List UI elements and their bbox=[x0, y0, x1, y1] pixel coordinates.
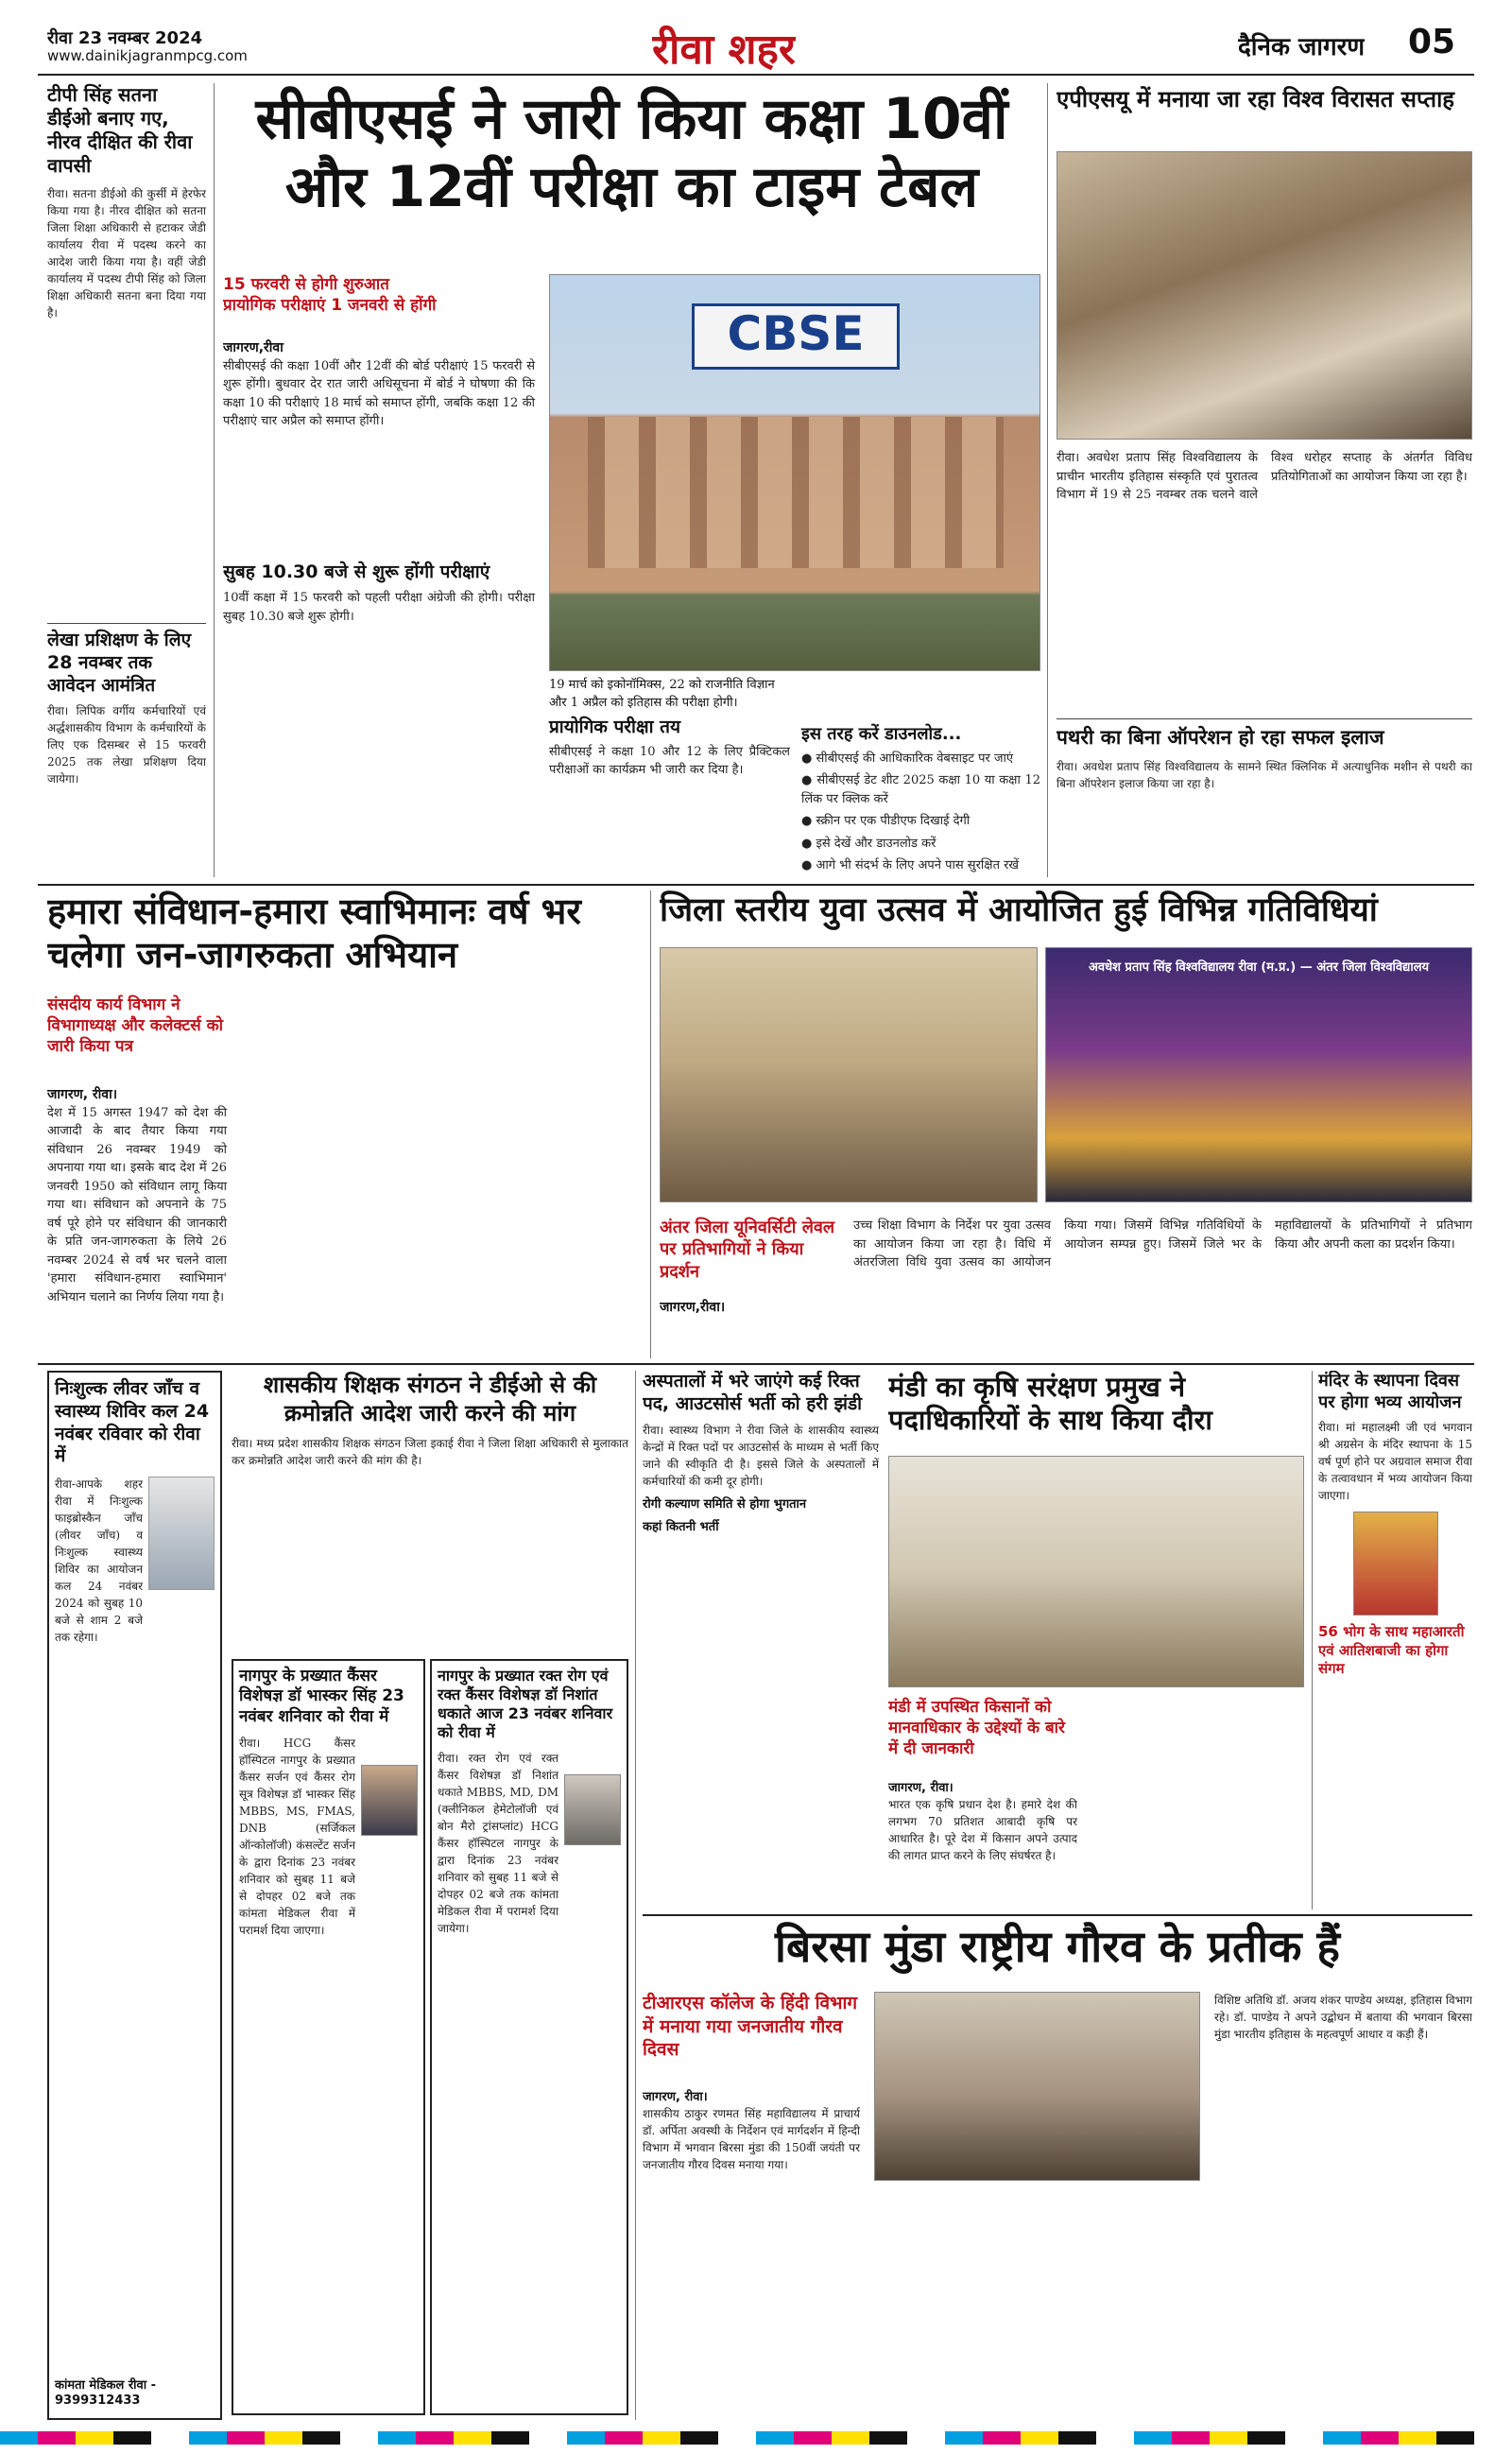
birsa-event-photo bbox=[874, 1992, 1200, 2181]
ad-body: रीवा। रक्त रोग एवं रक्त कैंसर विशेषज्ञ डॉ निशांत धकाते MBBS, MD, DM (क्लीनिकल हेमेटोलॉजी एवं बोन मैरो ट्रांसप्लांट) HCG कैंसर हॉस्पिटल नागपुर के द्वारा दिनांक 23 नवंबर शनिवार को सुबह 11 बजे से दोपहर 02 बजे तक कांमता मेडिकल रीवा में परामर्श दिया जायेगा। bbox=[438, 1752, 558, 1935]
headline: निःशुल्क लीवर जाँच व स्वास्थ्य शिविर कल 24 नवंबर रविवार को रीवा में bbox=[55, 1378, 210, 1467]
building-windows bbox=[588, 417, 1004, 568]
photo-caption: 19 मार्च को इकोनॉमिक्स, 22 को राजनीति विज्ञान और 1 अप्रैल को इतिहास की परीक्षा होगी। bbox=[549, 678, 775, 710]
article-hospital-recruitment bbox=[643, 1371, 879, 1910]
sub-body-practical: सीबीएसई ने कक्षा 10 और 12 के लिए प्रैक्टिकल परीक्षाओं का कार्यक्रम भी जारी कर दिया है। bbox=[549, 744, 790, 778]
kicker: 56 भोग के साथ महाआरती एवं आतिशबाजी का होगा संगम bbox=[1318, 1623, 1465, 1677]
article-cbse bbox=[223, 85, 1040, 879]
kicker-2: प्रायोगिक परीक्षाएं 1 जनवरी से होंगी bbox=[223, 296, 437, 315]
dateline: जागरण, रीवा। bbox=[643, 2090, 708, 2104]
section-title: रीवा शहर bbox=[652, 26, 796, 74]
article-body: उच्च शिक्षा विभाग के निर्देश पर युवा उत्सव का आयोजन किया जा रहा है। विधि में अंतरजिला विधि युवा उत्सव का आयोजन किया गया। जिसमें विभिन्न गतिविधियों के आयोजन सम्पन्न हुए। जिसमें जिले भर के महाविद्यालयों के प्रतिभागियों ने प्रतिभाग किया और अपनी कला का प्रदर्शन किया। bbox=[853, 1218, 1472, 1270]
header-rule bbox=[38, 74, 1474, 76]
headline: शासकीय शिक्षक संगठन ने डीईओ से की क्रमोन्नति आदेश जारी करने की मांग bbox=[263, 1372, 597, 1426]
article-apsu-heritage bbox=[1057, 85, 1472, 879]
article-temple-anniversary bbox=[1318, 1371, 1472, 1910]
temple-photo bbox=[1353, 1512, 1438, 1616]
article-youth-festival bbox=[660, 890, 1472, 1358]
sub-headline: पथरी का बिना ऑपरेशन हो रहा सफल इलाज bbox=[1057, 718, 1472, 750]
headline: अस्पतालों में भरे जाएंगे कई रिक्त पद, आउटसोर्स भर्ती को हरी झंडी bbox=[643, 1371, 863, 1414]
header-date: रीवा 23 नवम्बर 2024 bbox=[47, 28, 203, 48]
column-left bbox=[47, 1084, 227, 1306]
kicker-1: 15 फरवरी से होगी शुरुआत bbox=[223, 275, 389, 294]
headline: जिला स्तरीय युवा उत्सव में आयोजित हुई विभिन्न गतिविधियां bbox=[660, 891, 1378, 929]
cbse-sign: CBSE bbox=[692, 303, 900, 370]
ad-contact[interactable]: कांमता मेडिकल रीवा - 9399312433 bbox=[55, 2377, 157, 2408]
kicker: टीआरएस कॉलेज के हिंदी विभाग में मनाया गया जनजातीय गौरव दिवस bbox=[643, 1993, 858, 2061]
youth-meeting-photo bbox=[660, 947, 1038, 1202]
header-url[interactable]: www.dainikjagranmpcg.com bbox=[47, 47, 248, 64]
ad-body: रीवा। HCG कैंसर हॉस्पिटल नागपुर के प्रख्यात कैंसर सर्जन एवं कैंसर रोग सूत्र विशेषज्ञ डॉ भास्कर सिंह MBBS, MS, FMAS, DNB (सर्जिकल ऑन्कोलॉजी) कंसल्टेंट सर्जन के द्वारा दिनांक 23 नवंबर शनिवार को सुबह 11 बजे से दोपहर 02 बजे तक कांमता मेडिकल रीवा में परामर्श दिया जाएगा। bbox=[239, 1736, 355, 1937]
sub-heading-download: इस तरह करें डाउनलोड... bbox=[801, 724, 962, 744]
page-number: 05 bbox=[1408, 23, 1456, 61]
article-continuation bbox=[241, 994, 638, 1354]
photo-banner: अवधेश प्रताप सिंह विश्वविद्यालय रीवा (म.प्र.) — अंतर जिला विश्वविद्यालय bbox=[1088, 960, 1430, 975]
kicker: संसदीय कार्य विभाग ने विभागाध्यक्ष और कलेक्टर्स को जारी किया पत्र bbox=[47, 995, 224, 1057]
ad-liver-camp bbox=[47, 1371, 222, 2420]
bullet: ● इसे देखें और डाउनलोड करें bbox=[801, 836, 936, 851]
article-body: रीवा। स्वास्थ्य विभाग ने रीवा जिले के शासकीय स्वास्थ्य केन्द्रों में रिक्त पदों पर आउटसोर्स के माध्यम से भर्ती किए जाने की स्वीकृति दी है। इससे जिले के अस्पतालों में कर्मचारियों की कमी दूर होगी। bbox=[643, 1423, 879, 1488]
column-left bbox=[660, 1297, 839, 1317]
headline: नागपुर के प्रख्यात रक्त रोग एवं रक्त कैंसर विशेषज्ञ डॉ निशांत धकाते आज 23 नवंबर शनिवार को रीवा में bbox=[438, 1667, 613, 1741]
article-body-right: विशिष्ट अतिथि डॉ. अजय शंकर पाण्डेय अध्यक्ष, इतिहास विभाग रहे। डॉ. पाण्डेय ने अपने उद्बोधन में बताया की भगवान बिरसा मुंडा भारतीय इतिहास के महत्वपूर्ण आधार व कड़ी हैं। bbox=[1214, 1994, 1472, 2041]
download-section bbox=[801, 677, 1040, 875]
sub-headline: लेखा प्रशिक्षण के लिए 28 नवम्बर तक आवेदन आमंत्रित bbox=[47, 623, 206, 697]
sub-article-body: रीवा। अवधेश प्रताप सिंह विश्वविद्यालय के सामने स्थित क्लिनिक में अत्याधुनिक मशीन से पथरी का बिना ऑपरेशन इलाज किया जा रहा है। bbox=[1057, 760, 1472, 790]
youth-dance-photo bbox=[1045, 947, 1472, 1202]
doctor-photo bbox=[564, 1774, 621, 1845]
headline: हमारा संविधान-हमारा स्वाभिमानः वर्ष भर चलेगा जन-जागरुकता अभियान bbox=[47, 890, 581, 976]
column-left bbox=[643, 2086, 860, 2173]
bullet: ● स्क्रीन पर एक पीडीएफ दिखाई देगी bbox=[801, 814, 971, 828]
article-body: देश में 15 अगस्त 1947 को देश की आजादी के बाद तैयार किया गया संविधान 26 नवम्बर 1949 को अपनाया गया था। इसके बाद देश में 26 जनवरी 1950 को संविधान लागू किया गया था। संविधान को अपनाने के 75 वर्ष पूरे होने पर संविधान की जानकारी के प्रति जन-जागरुकता के लिये 26 नवम्बर 2024 से वर्ष भर चलने वाला 'हमारा संविधान-हमारा स्वाभिमान' अभियान चलाने का निर्णय लिया गया है। bbox=[47, 1105, 227, 1305]
headline: मंदिर के स्थापना दिवस पर होगा भव्य आयोजन bbox=[1318, 1371, 1462, 1412]
kicker: मंडी में उपस्थित किसानों को मानवाधिकार के उद्देश्यों के बारे में दी जानकारी bbox=[888, 1698, 1066, 1759]
article-birsa-munda bbox=[643, 1921, 1472, 2422]
newspaper-name: दैनिक जागरण bbox=[1238, 33, 1366, 61]
mandi-group-photo bbox=[888, 1456, 1304, 1687]
headline: एपीएसयू में मनाया जा रहा विश्व विरासत सप्ताह bbox=[1057, 86, 1455, 112]
article-body: रीवा। सतना डीईओ की कुर्सी में हेरफेर किया गया है। नीरव दीक्षित को सतना जिला शिक्षा अधिकारी से हटाकर जेडी कार्यालय रीवा में पदस्थ करने का आदेश जारी किया गया है। वहीं जेडी कार्यालय में पदस्थ टीपी सिंह को जिला शिक्षा अधिकारी सतना बना दिया गया है। bbox=[47, 187, 206, 320]
sub-body-timing: 10वीं कक्षा में 15 फरवरी को पहली परीक्षा अंग्रेजी की होगी। परीक्षा सुबह 10.30 बजे शुरू होगी। bbox=[223, 591, 535, 624]
article-body: रीवा। मध्य प्रदेश शासकीय शिक्षक संगठन जिला इकाई रीवा ने जिला शिक्षा अधिकारी से मुलाकात कर क्रमोन्नति आदेश जारी करने की मांग की है। bbox=[232, 1437, 628, 1467]
kicker: अंतर जिला यूनिवर्सिटी लेवल पर प्रतिभागियों ने किया प्रदर्शन bbox=[660, 1218, 835, 1282]
sub-heading-timing: सुबह 10.30 बजे से शुरू होंगी परीक्षाएं bbox=[223, 561, 490, 582]
article-constitution bbox=[47, 890, 643, 1358]
article-body: भारत एक कृषि प्रधान देश है। हमारे देश की लगभग 70 प्रतिशत आबादी कृषि पर आधारित है। पूरे देश में किसान अपने उत्पाद की लागत प्राप्त करने के लिए संघर्षरत है। bbox=[888, 1798, 1077, 1863]
sub-heading-2: कहां कितनी भर्ती bbox=[643, 1519, 719, 1534]
bullet: ● आगे भी संदर्भ के लिए अपने पास सुरक्षित रखें bbox=[801, 858, 1020, 873]
headline: टीपी सिंह सतना डीईओ बनाए गए, नीरव दीक्षित की रीवा वापसी bbox=[47, 83, 193, 177]
dateline: जागरण, रीवा। bbox=[888, 1781, 954, 1795]
sub-heading: रोगी कल्याण समिति से होगा भुगतान bbox=[643, 1496, 807, 1512]
sub-article-body: रीवा। लिपिक वर्गीय कर्मचारियों एवं अर्द्धशासकीय विभाग के कर्मचारियों के लिए एक दिसम्बर से 15 फरवरी 2025 तक लेखा प्रशिक्षण दिया जायेगा। bbox=[47, 704, 206, 786]
dateline: जागरण, रीवा। bbox=[47, 1087, 118, 1102]
article-body: रीवा। मां महालक्ष्मी जी एवं भगवान श्री अग्रसेन के मंदिर स्थापना के 15 वर्ष पूर्ण होने पर अग्रवाल समाज रीवा के तत्वावधान में भव्य आयोजन किया जाएगा। bbox=[1318, 1421, 1472, 1502]
article-deo-transfer bbox=[47, 83, 206, 877]
cbse-building-photo bbox=[549, 274, 1040, 671]
article-mandi-visit bbox=[888, 1371, 1304, 1910]
ad-body: रीवा-आपके शहर रीवा में निःशुल्क फाइब्रोस्कैन जाँच (लीवर जाँच) व निःशुल्क स्वास्थ्य शिविर का आयोजन कल 24 नवंबर 2024 को सुबह 10 बजे से शाम 2 बजे तक रहेगा। bbox=[55, 1478, 143, 1644]
ad-blood-cancer bbox=[430, 1659, 628, 2415]
sub-heading-practical: प्रायोगिक परीक्षा तय bbox=[549, 717, 680, 737]
fibroscan-machine-image bbox=[148, 1477, 215, 1590]
column-left bbox=[888, 1777, 1077, 1864]
article-body: शासकीय ठाकुर रणमत सिंह महाविद्यालय में प्राचार्य डॉ. अर्पिता अवस्थी के निर्देशन एवं मार्गदर्शन में हिन्दी विभाग में भगवान बिरसा मुंडा की 150वीं जयंती पर जनजातीय गौरव दिवस मनाया गया। bbox=[643, 2107, 860, 2172]
dateline: जागरण,रीवा। bbox=[660, 1300, 726, 1315]
headline: सीबीएसई ने जारी किया कक्षा 10वीं और 12वीं परीक्षा का टाइम टेबल bbox=[255, 86, 1008, 220]
article-body: सीबीएसई की कक्षा 10वीं और 12वीं की बोर्ड परीक्षाएं 15 फरवरी से शुरू होंगी। बुधवार देर रात जारी अधिसूचना में बोर्ड ने घोषणा की कि कक्षा 10 की परीक्षाएं 18 मार्च को समाप्त होंगी, जबकि कक्षा 12 की परीक्षाएं चार अप्रैल को समाप्त होंगी। bbox=[223, 358, 535, 428]
bullet: ● सीबीएसई डेट शीट 2025 कक्षा 10 या कक्षा 12 लिंक पर क्लिक करें bbox=[801, 773, 1040, 806]
headline: नागपुर के प्रख्यात कैंसर विशेषज्ञ डॉ भास्कर सिंह 23 नवंबर शनिवार को रीवा में bbox=[239, 1667, 404, 1726]
color-registration-strip bbox=[0, 2431, 1512, 2445]
column-left bbox=[223, 340, 535, 626]
headline: मंडी का कृषि सरंक्षण प्रमुख ने पदाधिकारियों के साथ किया दौरा bbox=[888, 1371, 1212, 1436]
practical-section bbox=[549, 717, 790, 780]
bullet: ● सीबीएसई की आधिकारिक वेबसाइट पर जाएं bbox=[801, 751, 1014, 766]
heritage-event-photo bbox=[1057, 151, 1472, 440]
headline: बिरसा मुंडा राष्ट्रीय गौरव के प्रतीक हैं bbox=[775, 1921, 1340, 1972]
article-body: रीवा। अवधेश प्रताप सिंह विश्वविद्यालय के प्राचीन भारतीय इतिहास संस्कृति एवं पुरातत्व विभाग में 19 से 25 नवम्बर तक चलने वाले विश्व धरोहर सप्ताह के अंतर्गत विविध प्रतियोगिताओं का आयोजन किया जा रहा है। bbox=[1057, 451, 1472, 502]
ad-cancer-surgeon bbox=[232, 1659, 425, 2415]
article-teachers-union bbox=[232, 1371, 628, 1654]
doctor-photo bbox=[361, 1765, 418, 1836]
dateline: जागरण,रीवा bbox=[223, 340, 284, 355]
